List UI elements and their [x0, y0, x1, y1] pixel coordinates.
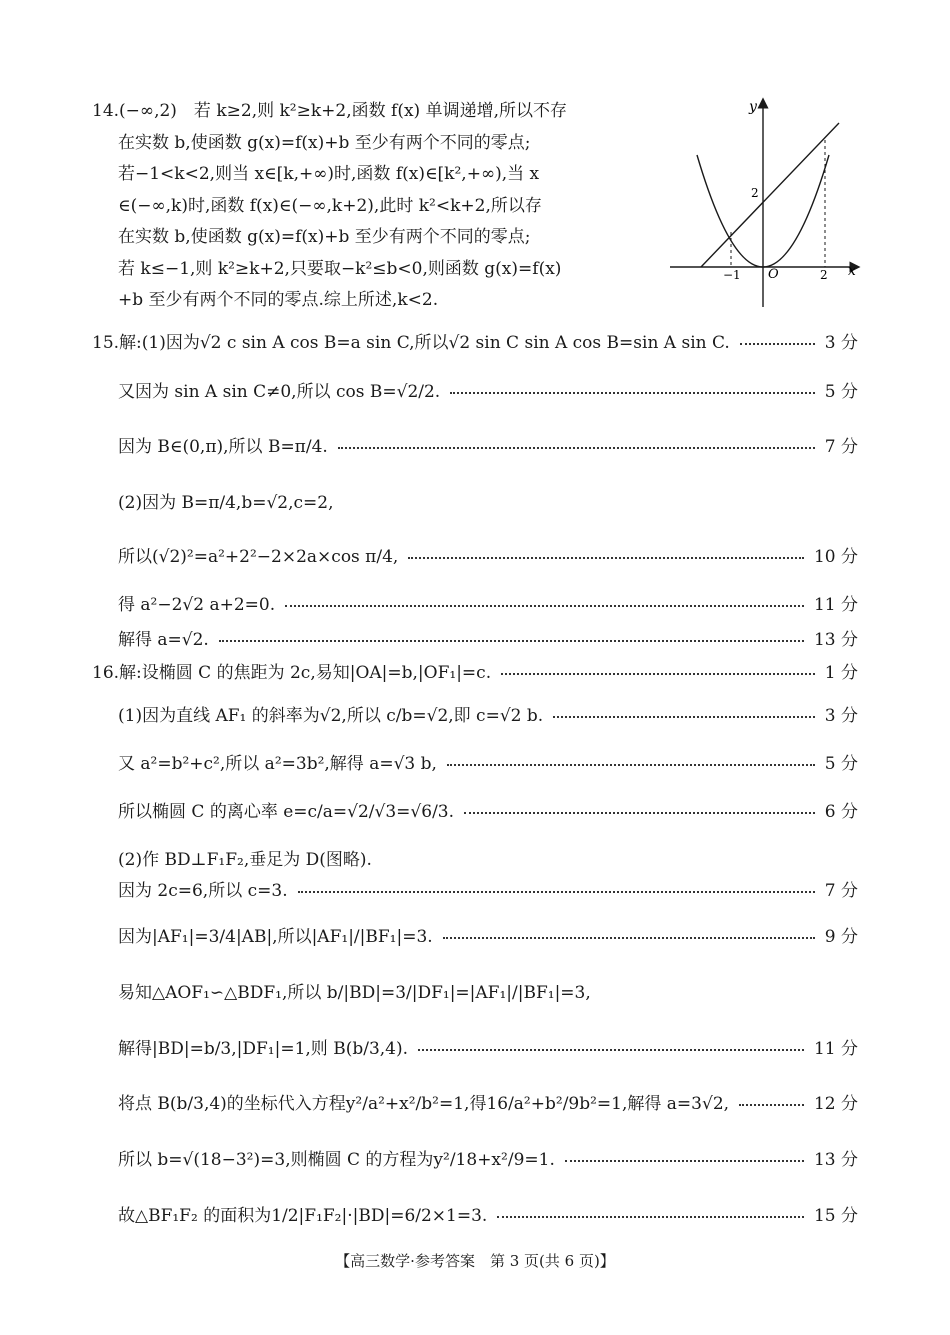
- step-text: 解得|BD|=b/3,|DF₁|=1,则 B(b/3,4).: [118, 1038, 409, 1059]
- page-footer: 【高三数学·参考答案 第 3 页(共 6 页)】: [335, 1252, 615, 1270]
- step-score: 13 分: [813, 1149, 858, 1170]
- step-text: 所以(√2)²=a²+2²−2×2a×cos π/4,: [118, 546, 399, 567]
- step-score: 5 分: [824, 753, 858, 774]
- step-score: 3 分: [824, 705, 858, 726]
- q15-step: [118, 625, 858, 649]
- step-text: 故△BF₁F₂ 的面积为1/2|F₁F₂|·|BD|=6/2×1=3.: [118, 1205, 488, 1226]
- q16-step: [118, 1089, 858, 1113]
- step-text: 解得 a=√2.: [118, 629, 209, 650]
- step-text: 因为|AF₁|=3/4|AB|,所以|AF₁|/|BF₁|=3.: [118, 926, 433, 947]
- q14-function-graph: [665, 95, 865, 310]
- q16-step: [118, 749, 858, 773]
- q14-line: 若−1<k<2,则当 x∈[k,+∞)时,函数 f(x)∈[k²,+∞),当 x: [118, 164, 540, 184]
- dot-leader: [285, 597, 804, 607]
- step-score: 11 分: [813, 1038, 858, 1059]
- dot-leader: [338, 439, 815, 449]
- step-text: 16.解:设椭圆 C 的焦距为 2c,易知|OA|=b,|OF₁|=c.: [92, 662, 492, 683]
- q16-step: [118, 876, 858, 900]
- step-text: 因为 B∈(0,π),所以 B=π/4.: [118, 436, 328, 457]
- line-curve: [701, 123, 839, 267]
- step-text: 又 a²=b²+c²,所以 a²=3b²,解得 a=√3 b,: [118, 753, 437, 774]
- step-text: 又因为 sin A sin C≠0,所以 cos B=√2/2.: [118, 381, 441, 402]
- step-text: 易知△AOF₁∽△BDF₁,所以 b/|BD|=3/|DF₁|=|AF₁|/|BF₁|=3,: [118, 982, 591, 1003]
- q16-step: [118, 978, 858, 1002]
- dot-leader: [565, 1152, 804, 1162]
- step-score: 3 分: [824, 332, 858, 353]
- q15-step: [92, 328, 858, 352]
- q16-step: [118, 1201, 858, 1225]
- q16-step: [118, 1034, 858, 1058]
- q14-line: 14.(−∞,2) 若 k≥2,则 k²≥k+2,函数 f(x) 单调递增,所以不存: [92, 101, 567, 121]
- tick-label-neg1: −1: [723, 268, 741, 282]
- step-score: 9 分: [824, 926, 858, 947]
- dot-leader: [501, 665, 815, 675]
- dot-leader: [450, 384, 815, 394]
- q16-step: [118, 922, 858, 946]
- step-text: (2)因为 B=π/4,b=√2,c=2,: [118, 492, 334, 513]
- q14-line: +b 至少有两个不同的零点.综上所述,k<2.: [118, 290, 439, 310]
- step-text: (1)因为直线 AF₁ 的斜率为√2,所以 c/b=√2,即 c=√2 b.: [118, 705, 544, 726]
- dot-leader: [443, 929, 815, 939]
- step-score: 7 分: [824, 880, 858, 901]
- dot-leader: [418, 1041, 804, 1051]
- step-score: 11 分: [813, 594, 858, 615]
- q15-step: [118, 542, 858, 566]
- step-text: 15.解:(1)因为√2 c sin A cos B=a sin C,所以√2 sin C sin A cos B=sin A sin C.: [92, 332, 730, 353]
- origin-label: O: [768, 267, 779, 282]
- q16-step: [118, 797, 858, 821]
- q14-line: 在实数 b,使函数 g(x)=f(x)+b 至少有两个不同的零点;: [118, 132, 531, 153]
- step-score: 13 分: [813, 629, 858, 650]
- dot-leader: [464, 804, 815, 814]
- dot-leader: [497, 1208, 804, 1218]
- step-text: 因为 2c=6,所以 c=3.: [118, 880, 288, 901]
- dot-leader: [739, 1096, 804, 1106]
- step-score: 10 分: [813, 546, 858, 567]
- q15-step: [118, 488, 858, 512]
- dot-leader: [740, 335, 815, 345]
- q14-line: 在实数 b,使函数 g(x)=f(x)+b 至少有两个不同的零点;: [118, 227, 531, 247]
- step-score: 12 分: [813, 1093, 858, 1114]
- q15-step: [118, 432, 858, 456]
- tick-label-x2: 2: [820, 268, 828, 282]
- q15-step: [118, 590, 858, 614]
- step-score: 5 分: [824, 381, 858, 402]
- step-text: 所以椭圆 C 的离心率 e=c/a=√2/√3=√6/3.: [118, 801, 455, 822]
- q16-step: [118, 845, 858, 869]
- step-text: (2)作 BD⊥F₁F₂,垂足为 D(图略).: [118, 849, 372, 870]
- q16-step: [118, 701, 858, 725]
- dot-leader: [408, 549, 804, 559]
- step-score: 15 分: [813, 1205, 858, 1226]
- q14-paragraph: [92, 96, 667, 317]
- q14-line: ∈(−∞,k)时,函数 f(x)∈(−∞,k+2),此时 k²<k+2,所以存: [118, 195, 542, 216]
- dot-leader: [298, 883, 815, 893]
- step-score: 7 分: [824, 436, 858, 457]
- q14-line: 若 k≤−1,则 k²≥k+2,只要取−k²≤b<0,则函数 g(x)=f(x): [118, 258, 562, 279]
- dot-leader: [447, 756, 815, 766]
- dot-leader: [219, 632, 804, 642]
- step-score: 1 分: [824, 662, 858, 683]
- x-axis-label: x: [848, 263, 856, 279]
- tick-label-y2: 2: [751, 186, 759, 200]
- q15-step: [118, 377, 858, 401]
- q16-step: [92, 658, 858, 682]
- step-text: 所以 b=√(18−3²)=3,则椭圆 C 的方程为y²/18+x²/9=1.: [118, 1149, 555, 1170]
- y-axis-label: y: [749, 99, 757, 115]
- q16-step: [118, 1145, 858, 1169]
- step-text: 将点 B(b/3,4)的坐标代入方程y²/a²+x²/b²=1,得16/a²+b²/9b²=1,解得 a=3√2,: [118, 1093, 730, 1114]
- dot-leader: [553, 708, 815, 718]
- step-text: 得 a²−2√2 a+2=0.: [118, 594, 276, 615]
- step-score: 6 分: [824, 801, 858, 822]
